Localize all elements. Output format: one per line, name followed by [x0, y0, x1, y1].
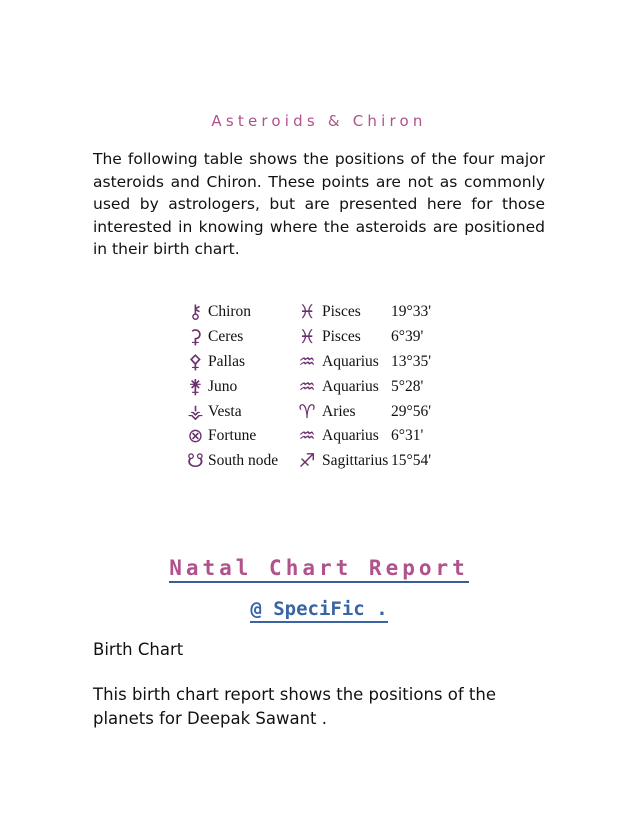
asteroids-table — [183, 300, 451, 474]
south-node-icon: ☋ — [187, 450, 204, 473]
pallas-icon: ⚴ — [188, 350, 203, 373]
asteroid-row — [183, 300, 451, 325]
asteroid-name: Vesta — [208, 402, 242, 420]
report-title — [0, 556, 638, 580]
aquarius-icon: ♒ — [298, 425, 316, 448]
report-subtitle[interactable] — [0, 598, 638, 620]
chiron-icon: ⚷ — [188, 301, 203, 324]
asteroid-name: Juno — [208, 377, 238, 395]
asteroid-sign: Sagittarius — [322, 452, 389, 470]
aquarius-icon: ♒ — [298, 350, 316, 373]
asteroid-name: Chiron — [208, 303, 252, 321]
asteroid-name: South node — [208, 452, 279, 470]
intro-paragraph: The following table shows the positions of the four major asteroids and Chiron. These points are not as commonly used by astrologers, but are presented here for those interested in knowing where the asteroids are positioned in their birth chart. — [93, 150, 545, 259]
pisces-icon: ♓ — [298, 301, 316, 324]
asteroid-position: 5°28' — [391, 377, 424, 395]
asteroid-row — [183, 350, 451, 375]
asteroid-sign: Aries — [322, 402, 356, 420]
pisces-icon: ♓ — [298, 326, 316, 349]
asteroid-position: 6°31' — [391, 427, 424, 445]
asteroid-position: 6°39' — [391, 328, 424, 346]
juno-icon: ⚵ — [188, 375, 203, 398]
asteroid-sign: Aquarius — [322, 377, 379, 395]
asteroid-sign: Aquarius — [322, 427, 379, 445]
asteroid-position: 29°56' — [391, 402, 431, 420]
aquarius-icon: ♒ — [298, 375, 316, 398]
vesta-icon: ⚶ — [187, 400, 204, 423]
asteroid-name: Fortune — [208, 427, 257, 445]
asteroid-sign: Pisces — [322, 328, 361, 346]
section-title: Asteroids & Chiron — [211, 112, 427, 130]
asteroid-position: 13°35' — [391, 352, 431, 370]
asteroid-sign: Pisces — [322, 303, 361, 321]
report-subtitle-link[interactable]: @ SpeciFic . — [250, 598, 387, 623]
asteroid-row — [183, 399, 451, 424]
sagittarius-icon: ♐ — [298, 450, 316, 473]
aries-icon: ♈ — [298, 400, 316, 423]
birth-chart-heading: Birth Chart — [93, 640, 184, 659]
asteroid-row — [183, 449, 451, 474]
asteroid-sign: Aquarius — [322, 352, 379, 370]
asteroid-row — [183, 424, 451, 449]
fortune-icon: ⊗ — [187, 425, 204, 448]
asteroid-row — [183, 325, 451, 350]
asteroid-name: Pallas — [208, 352, 246, 370]
birth-chart-paragraph: This birth chart report shows the positions of the planets for Deepak Sawant . — [93, 685, 496, 728]
report-title-text: Natal Chart Report — [169, 556, 469, 583]
asteroid-name: Ceres — [208, 328, 244, 346]
ceres-icon: ⚳ — [188, 326, 203, 349]
asteroid-position: 19°33' — [391, 303, 431, 321]
asteroid-position: 15°54' — [391, 452, 431, 470]
asteroid-row — [183, 374, 451, 399]
